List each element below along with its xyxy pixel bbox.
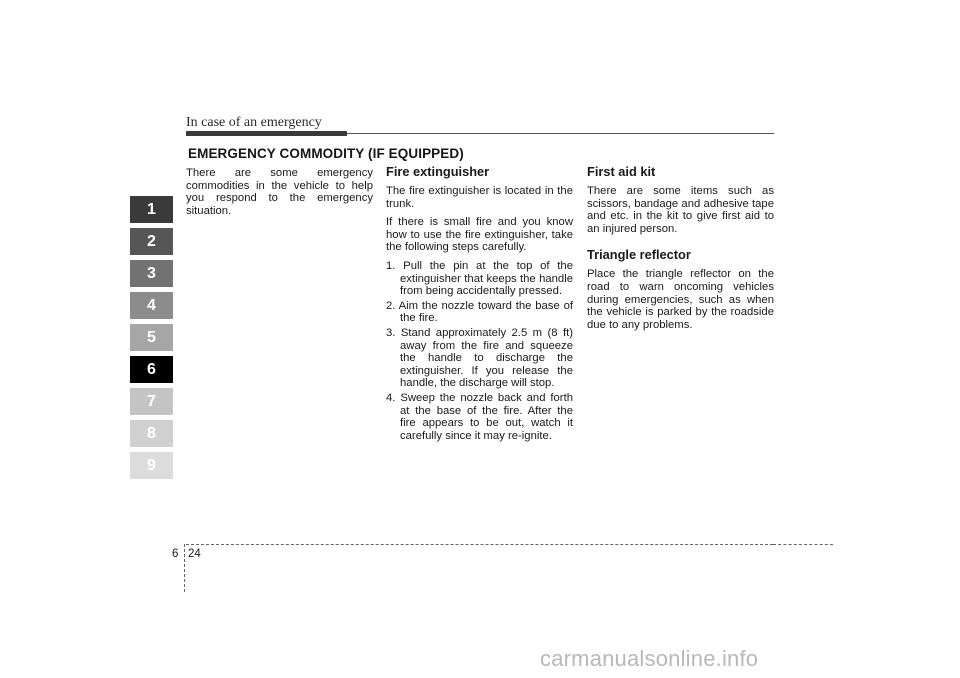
running-header: In case of an emergency <box>186 115 322 130</box>
chapter-tab[interactable] <box>130 452 173 479</box>
chapter-tab-label: 7 <box>147 393 156 410</box>
chapter-tab[interactable] <box>130 420 173 447</box>
fire-step: 2. Aim the nozzle toward the base of the fire. <box>386 299 573 325</box>
intro-paragraph: There are some emergency commodities in the vehicle to help you respond to the emergency situation. <box>186 167 373 217</box>
fire-step: 1. Pull the pin at the top of the extinguisher that keeps the handle from being accidentally pressed. <box>386 259 573 298</box>
chapter-tab-label: 6 <box>147 361 156 378</box>
chapter-tab-label: 2 <box>147 233 156 250</box>
footer-rule-extension <box>773 544 833 545</box>
chapter-tab-label: 4 <box>147 297 156 314</box>
chapter-tab-label: 5 <box>147 329 156 346</box>
column-fire-extinguisher <box>386 164 573 444</box>
footer-divider <box>184 544 185 592</box>
fire-paragraph-location: The fire extinguisher is located in the trunk. <box>386 185 573 210</box>
chapter-tab[interactable] <box>130 228 173 255</box>
fire-paragraph-instructions: If there is small fire and you know how to use the fire extinguisher, take the following steps carefully. <box>386 216 573 254</box>
fire-extinguisher-heading: Fire extinguisher <box>386 164 490 179</box>
chapter-tab[interactable] <box>130 260 173 287</box>
fire-step: 3. Stand approximately 2.5 m (8 ft) away from the fire and squeeze the handle to discharge the extinguisher. If you release the handle, the discharge will stop. <box>386 326 573 390</box>
triangle-reflector-paragraph: Place the triangle reflector on the road to warn oncoming vehicles during emergencies, such as when the vehicle is parked by the roadside due to any problems. <box>587 268 774 331</box>
chapter-tab-label: 9 <box>147 457 156 474</box>
chapter-tab[interactable] <box>130 292 173 319</box>
chapter-tab-active[interactable] <box>130 356 173 383</box>
footer-chapter-number: 6 <box>172 548 179 560</box>
chapter-tab[interactable] <box>130 388 173 415</box>
section-title: EMERGENCY COMMODITY (IF EQUIPPED) <box>188 146 464 161</box>
fire-step: 4. Sweep the nozzle back and forth at the base of the fire. After the fire appears to be out, watch it carefully since it may re-ignite. <box>386 391 573 442</box>
header-accent-bar <box>186 131 347 136</box>
chapter-tab-label: 8 <box>147 425 156 442</box>
first-aid-paragraph: There are some items such as scissors, bandage and adhesive tape and etc. in the kit to give first aid to an injured person. <box>587 185 774 235</box>
first-aid-heading: First aid kit <box>587 164 656 179</box>
chapter-tab[interactable] <box>130 196 173 223</box>
footer-rule <box>186 544 773 545</box>
column-intro <box>186 167 373 223</box>
chapter-tab[interactable] <box>130 324 173 351</box>
watermark: carmanualsonline.info <box>540 646 759 671</box>
footer-page-number: 24 <box>188 548 201 560</box>
triangle-reflector-heading: Triangle reflector <box>587 247 691 263</box>
chapter-tab-label: 1 <box>147 201 156 218</box>
header-rule <box>347 133 774 134</box>
fire-steps-list <box>386 260 573 442</box>
chapter-tab-label: 3 <box>147 265 156 282</box>
column-first-aid <box>587 164 774 337</box>
